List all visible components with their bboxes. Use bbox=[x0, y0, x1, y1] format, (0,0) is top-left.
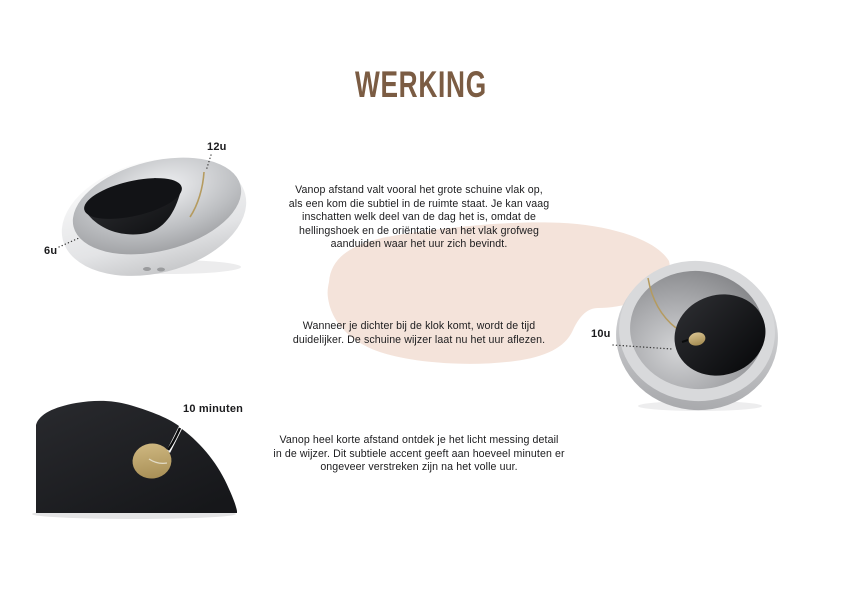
bowl-foot bbox=[157, 268, 165, 272]
paragraph-line: Wanneer je dichter bij de klok komt, wordt de tijd bbox=[302, 320, 536, 332]
paragraph-line: in de wijzer. Dit subtiele accent geeft aan hoeveel minuten er bbox=[273, 447, 565, 460]
page-title-row bbox=[0, 66, 842, 103]
paragraph-line: Vanop heel korte afstand ontdek je het licht messing detail bbox=[279, 434, 559, 446]
paragraph-distance bbox=[259, 184, 579, 252]
paragraph-line: hellingshoek en de oriëntatie van het vlak grofweg bbox=[299, 224, 539, 237]
clock-side-view-image bbox=[55, 150, 255, 278]
paragraph-line: Vanop afstand valt vooral het grote schuine vlak op, bbox=[295, 184, 543, 196]
clock-top-view-image bbox=[608, 243, 798, 413]
paragraph-close-up bbox=[259, 434, 579, 475]
label-12u: 12u bbox=[207, 141, 227, 153]
paragraph-closer bbox=[259, 320, 579, 347]
clock-detail-image bbox=[30, 398, 245, 523]
paragraph-line: duidelijker. De schuine wijzer laat nu het uur aflezen. bbox=[292, 333, 546, 346]
paragraph-line: aanduiden waar het uur zich bevindt. bbox=[330, 238, 508, 251]
paragraph-line: als een kom die subtiel in de ruimte staat. Je kan vaag bbox=[288, 197, 550, 210]
paragraph-line: inschatten welk deel van de dag het is, omdat de bbox=[302, 211, 536, 224]
label-10-minuten: 10 minuten bbox=[183, 403, 244, 415]
label-10u: 10u bbox=[591, 328, 611, 340]
bowl-foot bbox=[143, 267, 151, 271]
paragraph-line: ongeveer verstreken zijn na het volle uur. bbox=[320, 461, 518, 474]
label-6u: 6u bbox=[44, 245, 58, 257]
page-title: WERKING bbox=[355, 64, 487, 105]
